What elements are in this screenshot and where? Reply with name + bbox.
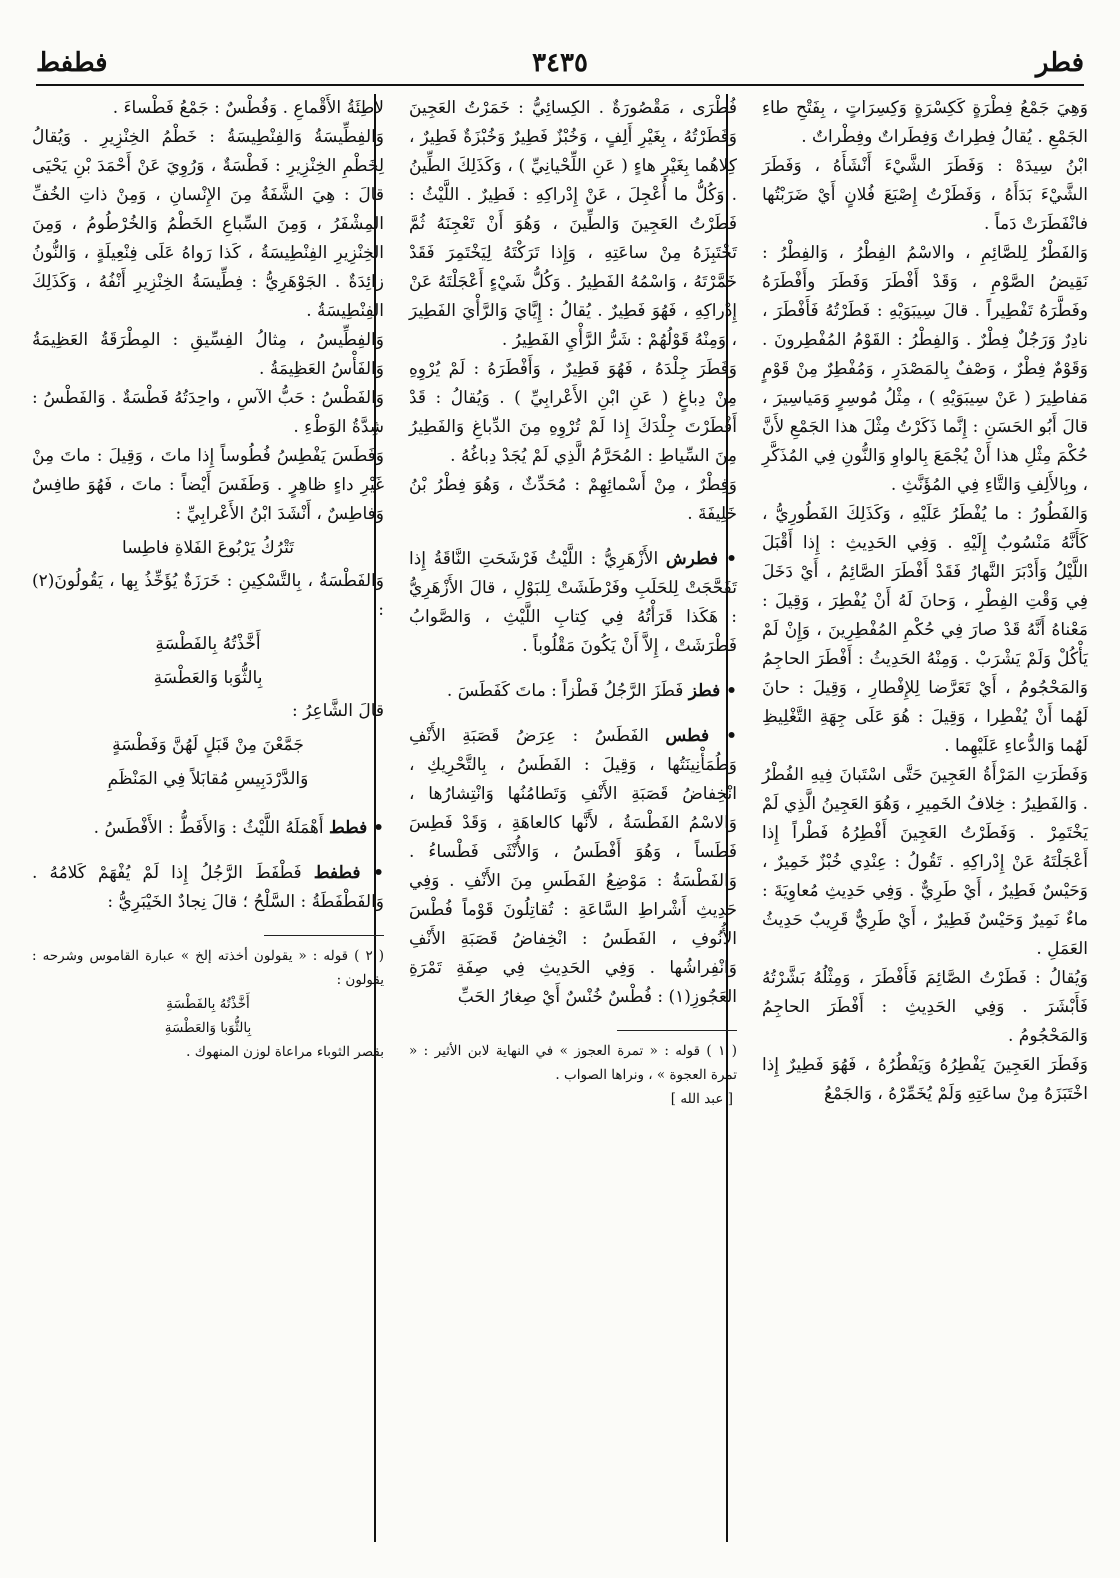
footnote: ( ٢ ) قوله : « يقولون أخذته إلخ » عبارة القاموس وشرحه : يقولون : (32, 948, 384, 988)
paragraph: وَالفَطُورُ : ما يُفْطَرُ عَلَيْهِ ، وَكَذَلِكَ الفَطُورِيُّ ، كَأَنَّهُ مَنْسُوبٌ إِلَيْهِ . وَفِي الحَدِيثِ : إِذا أَقْبَلَ اللَّيْلُ وَأَدْبَرَ النَّهارُ فَقَدْ أَفْطَرَ الصَّائِمُ ، أَيْ دَخَلَ فِي وَقْتِ الفِطْرِ ، وَحانَ لَهُ أَنْ يُفْطِرَ ، وَقِيلَ : مَعْناهُ أَنَّهُ قَدْ صارَ فِي حُكْمِ المُفْطِرِينَ ، وَإِنْ لَمْ يَأْكُلْ وَلَمْ يَشْرَبْ . وَمِنْهُ الحَدِيثُ : أَفْطَرَ الحاجِمُ وَالمَحْجُومُ ، أَيْ تَعَرَّضا لِلإِفْطارِ ، وَقِيلَ : حانَ لَهُما أَنْ يُفْطِرا ، وَقِيلَ : هُوَ عَلَى جِهَةِ التَّغْلِيظِ لَهُما وَالدُّعاءِ عَلَيْهِما . (762, 504, 1088, 756)
paragraph: قالَ الشَّاعِرُ : (292, 701, 384, 721)
entry-text: أَهْمَلَهُ اللَّيْثُ : وَالأَفَطُّ : الأَفْطَسُ . (93, 818, 324, 838)
footnote-signature: [ عبد الله ] (670, 1091, 733, 1107)
header-rule (36, 84, 1084, 86)
dictionary-entry (409, 677, 737, 706)
footnote-verse: بِالثُّوَبا وَالعَطْسَةِ (164, 1020, 252, 1036)
verse-line: وَالدَّرْدَبِيسِ مُقابَلاً فِي المَنْظَمِ (107, 769, 309, 789)
paragraph: وَالفَطْسَةُ ، بِالتَّسْكِينِ : خَرَزَةٌ يُؤَخِّذُ بِها ، يَقُولُونَ(٢) : (32, 571, 384, 620)
column-middle (409, 94, 737, 1111)
paragraph: وَالفِطِّيسَةُ وَالفِنْطِيسَةُ : خَطْمُ الخِنْزِيرِ . وَيُقالُ لِخَطْمِ الخِنْزِيرِ : فَطْسَةٌ ، وَرُوِيَ عَنْ أَحْمَدَ بْنِ يَحْيَى قالَ : هِيَ الشَّفَةُ مِنَ الإِنْسانِ ، وَمِنْ ذاتِ الخُفِّ المِشْفَرُ ، وَمِنَ السِّباعِ الخَطْمُ وَالخُرْطُومُ ، وَمِنَ الخِنْزِيرِ الفِنْطِيسَةُ ، كَذا رَواهُ عَلَى فِنْعِيلَةٍ ، وَالنُّونُ زائِدَةٌ . الجَوْهَرِيُّ : فِطِّيسَةُ الخِنْزِيرِ أَنْفُهُ ، وَكَذَلِكَ الفِنْطِيسَةُ . (32, 127, 384, 321)
header-entry-word-right: فطر (1035, 48, 1084, 78)
paragraph: وَفَطَسَ يَفْطِسُ فُطُوساً إِذا ماتَ ، وَقِيلَ : ماتَ مِنْ غَيْرِ داءٍ ظاهِرٍ . وَطَفَسَ أَيْضاً : ماتَ ، فَهُوَ طافِسٌ وَفاطِسٌ ، أَنْشَدَ ابْنُ الأَعْرابِيِّ : (32, 446, 384, 524)
paragraph: وَالفِطِّيسُ ، مِثالُ الفِسِّيقِ : المِطْرَقَةُ العَظِيمَةُ وَالفَأْسُ العَظِيمَةُ . (32, 330, 384, 379)
footnote: ( ١ ) قوله : « تمرة العجوز » في النهاية لابن الأثير : « تمرة العجوة » ، ونراها الصواب . (409, 1043, 737, 1083)
footnote-verse: أَخَّذْتُهُ بِالفَطْسَةِ (166, 996, 250, 1012)
verse-line: أَخَّذْتُهُ بِالفَطْسَةِ (155, 634, 261, 654)
paragraph: وَالفَطْرُ لِلصَّائِمِ ، والاسْمُ الفِطْرُ ، وَالفِطْرُ : نَقِيضُ الصَّوْمِ ، وَقَدْ أَفْطَرَ وَفَطَرَ وأَفْطَرَهُ وفَطَّرَهُ تَفْطِيراً . قالَ سِيبَوَيْهِ : فَطَرْتُهُ فَأَفْطَرَ ، نادِرٌ وَرَجُلٌ فِطْرٌ . وَالفِطْرُ : القَوْمُ المُفْطِرونَ . وَقَوْمٌ فِطْرٌ ، وَصْفٌ بِالمَصْدَرِ ، وَمُفْطِرٌ مِنْ قَوْمٍ مَفاطِيرَ ( عَنْ سِيبَوَيْهِ ) ، مِثْلُ مُوسِرٍ وَمَياسِيرَ ، قالَ أَبُو الحَسَنِ : إِنَّما ذَكَرْتُ مِثْلَ هذا الجَمْعِ لأَنَّ حُكْمَ مِثْلِ هذا أَنْ يُجْمَعَ بِالواوِ وَالنُّونِ فِي المُذَكَّرِ ، وبِالأَلِفِ وَالتَّاءِ فِي المُؤَنَّثِ . (762, 243, 1088, 495)
paragraph: فُطْرَى ، مَقْصُورَةٌ . الكِسائِيُّ : خَمَرْتُ العَجِينَ وَفَطَرْتُهُ ، بِغَيْرِ أَلِفٍ ، وَخُبْزٌ فَطِيرٌ وَخُبْزَةٌ فَطِيرٌ ، كِلاهُما بِغَيْرِ هاءٍ ( عَنِ اللِّحْيانِيِّ ) ، وَكَذَلِكَ الطِّينُ . وَكُلُّ ما أُعْجِلَ ، عَنْ إِدْراكِهِ : فَطِيرٌ . اللَّيْثُ : فَطَرْتُ العَجِينَ وَالطِّينَ ، وَهُوَ أَنْ تَعْجِنَهُ ثُمَّ تَخْتَبِزَهُ مِنْ ساعَتِهِ ، وَإِذا تَرَكْتَهُ لِيَخْتَمِرَ فَقَدْ خَمَّرْتَهُ ، وَاسْمُهُ الفَطِيرُ . وَكُلُّ شَيْءٍ أَعْجَلْتَهُ عَنْ إِدْراكِهِ ، فَهُوَ فَطِيرٌ . يُقالُ : إِيَّايَ وَالرَّأْيَ الفَطِيرَ ، وَمِنْهُ قَوْلُهُمْ : شَرُّ الرَّأْيِ الفَطِيرُ . (409, 98, 737, 350)
entry-text: فَطَزَ الرَّجُلُ فَطْزاً : ماتَ كَفَطَسَ . (446, 681, 684, 701)
entry-headword: • فطط (329, 818, 384, 838)
footnote-rule (617, 1030, 737, 1031)
dictionary-entry (409, 722, 737, 1012)
entry-text: الفَطَسُ : عِرَضُ قَصَبَةِ الأَنْفِ وَطُمَأْنِينَتُها ، وَقِيلَ : الفَطَسُ ، بِالتَّحْرِيكِ ، انْخِفاضُ قَصَبَةِ الأَنْفِ وَتَطامُنُها وَانْتِشارُها ، وَالاسْمُ الفَطْسَةُ ، لأَنَّها كالعاهَةِ ، وَقَدْ فَطِسَ فَطَساً ، وَهُوَ أَفْطَسُ ، وَالأُنْثَى فَطْساءُ . وَالفَطْسَةُ : مَوْضِعُ الفَطَسِ مِنَ الأَنْفِ . وَفِي حَدِيثِ أَشْراطِ السَّاعَةِ : تُقاتِلُونَ قَوْماً فُطْسَ الأُنُوفِ ، الفَطَسُ : انْخِفاضُ قَصَبَةِ الأَنْفِ وَانْفِراشُها . وَفِي الحَدِيثِ فِي صِفَةِ تَمْرَةِ العَجُوزِ(١) : فُطْسٌ خُنْسٌ أَيْ صِغارُ الحَبِّ (409, 726, 737, 1007)
footnote-rule (264, 935, 384, 936)
paragraph: وَفَطَرَ جِلْدَهُ ، فَهُوَ فَطِيرٌ ، وَأَفْطَرَهُ : لَمْ يُرْوِهِ مِنْ دِباغٍ ( عَنِ ابْنِ الأَعْرابِيِّ ) . وَيُقالُ : قَدْ أَفْطَرْتَ جِلْدَكَ إِذا لَمْ تُرْوِهِ مِنَ الدِّباغِ وَالفَطِيرُ مِنَ السِّياطِ : المُحَرَّمُ الَّذِي لَمْ يُجَدْ دِباغُهُ . (409, 359, 737, 466)
paragraph: لاطِئَةُ الأَقْماعِ . وَفُطْسٌ : جَمْعُ فَطْساءَ . (112, 98, 384, 118)
paragraph: وَالفَطْسُ : حَبُّ الآسِ ، واحِدَتُهُ فَطْسَةٌ . وَالفَطْسُ : شِدَّةُ الوَطْءِ . (32, 388, 384, 437)
column-right (762, 94, 1088, 1109)
verse-line: بِالثُّوَبا وَالعَطْسَةِ (153, 668, 263, 688)
entry-headword: • فطرش (665, 549, 737, 569)
header-entry-word-left: فطفط (36, 48, 108, 78)
paragraph: وَهِيَ جَمْعُ فِطْرَةٍ كَكِسْرَةٍ وَكِسِرَاتٍ ، بِفَتْحِ طاءِ الجَمْعِ . يُقالُ فِطِراتٌ وَفِطَراتٌ وفِطْراتٌ . (762, 98, 1088, 147)
paragraph: وَفَطَرَتِ المَرْأَةُ العَجِينَ حَتَّى اسْتَبانَ فِيهِ الفُطْرُ . وَالفَطِيرُ : خِلافُ الخَمِيرِ ، وَهُوَ العَجِينُ الَّذِي لَمْ يَخْتَمِرْ . وَفَطَرْتُ العَجِينَ أَفْطِرُهُ فَطْراً إِذا أَعْجَلْتَهُ عَنْ إِدْراكِهِ . تَقُولُ : عِنْدِي خُبْزٌ خَمِيرٌ ، وَحَيْسٌ فَطِيرٌ ، أَيْ طَرِيٌّ . وَفِي حَدِيثِ مُعاوِيَةَ : ماءٌ نَمِيرٌ وَحَيْسٌ فَطِيرٌ ، أَيْ طَرِيٌّ قَرِيبٌ حَدِيثُ العَمَلِ . (762, 765, 1088, 959)
paragraph: وَيُقالُ : فَطَرْتُ الصَّائِمَ فَأَفْطَرَ ، وَمِثْلُهُ بَشَّرْتُهُ فَأَبْشَرَ . وَفِي الحَدِيثِ : أَفْطَرَ الحاجِمُ وَالمَحْجُومُ . (762, 968, 1088, 1046)
entry-headword: • فطز (688, 681, 737, 701)
page-header (36, 42, 1084, 82)
paragraph: وَفَطَرَ العَجِينَ يَفْطِرُهُ وَيَفْطُرُهُ ، فَهُوَ فَطِيرٌ إِذا اخْتَبَزَهُ مِنْ ساعَتِهِ وَلَمْ يُخَمِّرْهُ ، وَالجَمْعُ (762, 1055, 1088, 1104)
dictionary-entry (32, 859, 384, 917)
entry-text: الأَزْهَرِيُّ : اللَّيْثُ فَرْشَحَتِ النَّاقَةُ إِذا تَفَحَّجَتْ لِلحَلَبِ وفَرْطَشَتْ لِلبَوْلِ ، قالَ الأَزْهَرِيُّ : هَكَذا قَرَأْتُهُ فِي كِتابِ اللَّيْثِ ، وَالصَّوابُ فَطْرَشَتْ ، إِلاَّ أَنْ يَكُونَ مَقْلُوباً . (409, 549, 737, 656)
column-left (32, 94, 384, 1064)
dictionary-entry (409, 545, 737, 661)
entry-text: فَطْفَطَ الرَّجُلُ إِذا لَمْ يُفْهَمْ كَلامُهُ . وَالفَطْفَطَةُ : السَّلْحُ ؛ قالَ نِجادٌ الخَيْبَرِيُّ : (32, 863, 384, 912)
dictionary-entry (32, 814, 384, 843)
entry-headword: • فطس (665, 726, 737, 746)
paragraph: وَفِطْرٌ ، مِنْ أَسْمائِهِمْ : مُحَدِّثٌ ، وَهُوَ فِطْرُ بْنُ خَلِيفَةَ . (409, 475, 737, 524)
footnote: بقصر الثوباء مراعاة لوزن المنهوك . (186, 1044, 384, 1060)
verse-line: تَتْرُكُ يَرْبُوعَ الفَلاةِ فاطِسا (122, 538, 294, 558)
verse-line: جَمَّعْنَ مِنْ قَبَلٍ لَهُنَّ وَفَطْسَةٍ (112, 735, 304, 755)
page-number: ٣٤٣٥ (532, 48, 588, 78)
entry-headword: • فطفط (313, 863, 384, 883)
paragraph: ابْنُ سِيدَهْ : وَفَطَرَ الشَّيْءَ أَنْشَأَهُ ، وَفَطَرَ الشَّيْءَ بَدَأَهُ ، وَفَطَرْتُ إِصْبَعَ فُلانٍ أَيْ ضَرَبْتُها فانْفَطَرَتْ دَماً . (762, 156, 1088, 234)
